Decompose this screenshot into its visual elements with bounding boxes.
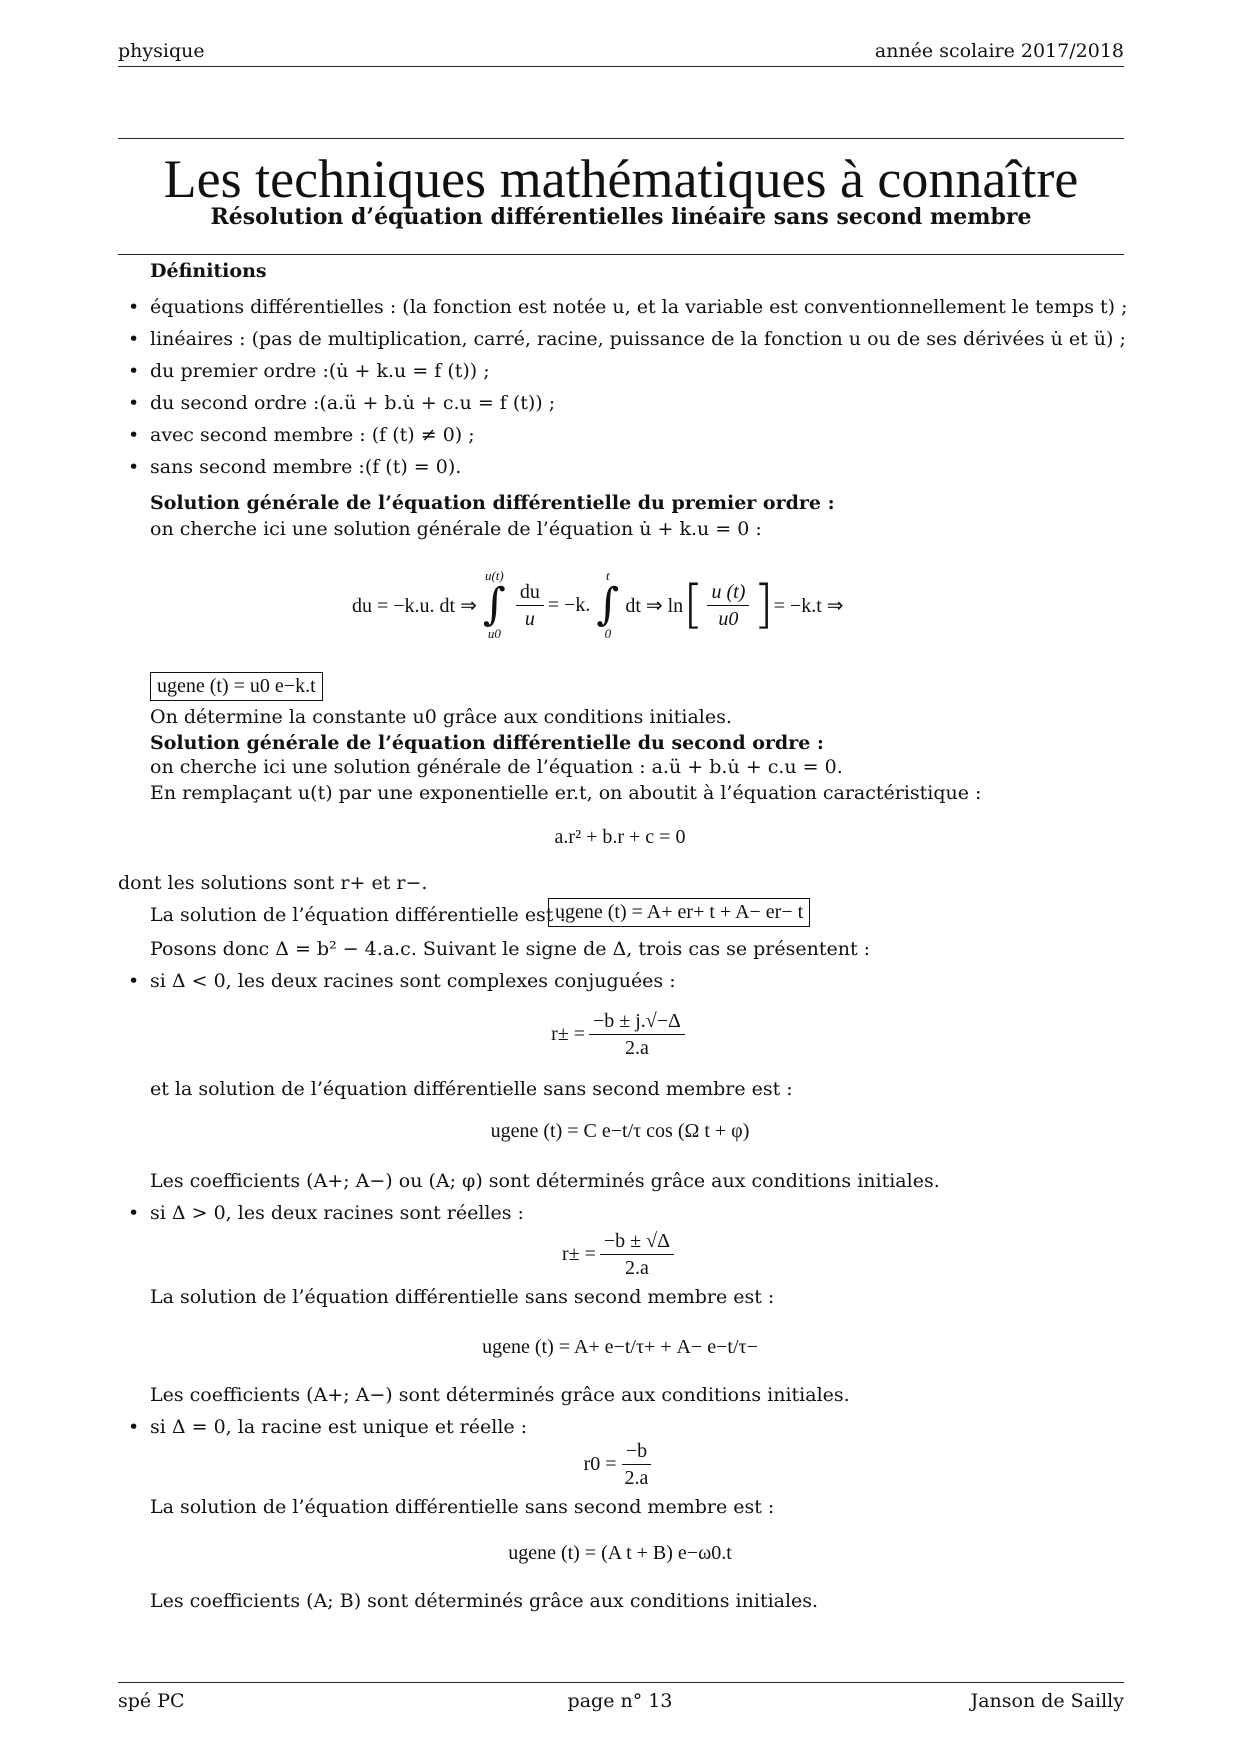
bullet-icon: • bbox=[128, 970, 140, 992]
characteristic-equation: a.r² + b.r + c = 0 bbox=[554, 826, 686, 848]
boxed-solution-first-order: ugene (t) = u0 e−k.t bbox=[150, 672, 323, 701]
bullet-icon: • bbox=[128, 1416, 140, 1438]
root-fraction bbox=[600, 1230, 674, 1279]
case-zero-coef: Les coefficients (A; B) sont déterminés grâce aux conditions initiales. bbox=[150, 1590, 819, 1612]
list-item: équations différentielles : (la fonction est notée u, et la variable est conventionnellement le temps t) ; bbox=[150, 296, 1128, 318]
case-positive-root bbox=[0, 1230, 1240, 1279]
list-item: du premier ordre :(u̇ + k.u = f (t)) ; bbox=[150, 360, 490, 382]
first-order-note: On détermine la constante u0 grâce aux conditions initiales. bbox=[150, 706, 732, 728]
integral-2-upper: t bbox=[606, 568, 610, 583]
eq-mid: = −k. bbox=[547, 593, 591, 616]
first-order-equation bbox=[352, 560, 844, 650]
footer-page-number: page n° 13 bbox=[567, 1690, 673, 1712]
root-lhs: r± = bbox=[561, 1243, 596, 1265]
case-positive-solution: ugene (t) = A+ e−t/τ+ + A− e−t/τ− bbox=[482, 1336, 758, 1358]
fraction-denominator: 2.a bbox=[625, 1257, 649, 1279]
footer-right: Janson de Sailly bbox=[970, 1690, 1124, 1712]
case-negative-sol-label: et la solution de l’équation différentielle sans second membre est : bbox=[150, 1078, 793, 1100]
fraction-numerator: du bbox=[516, 581, 544, 606]
case-negative-solution: ugene (t) = C e−t/τ cos (Ω t + φ) bbox=[490, 1120, 750, 1142]
title-rule-bottom bbox=[118, 254, 1124, 255]
case-positive-coef: Les coefficients (A+; A−) sont déterminés grâce aux conditions initiales. bbox=[150, 1384, 850, 1406]
footer-rule bbox=[118, 1682, 1124, 1683]
first-order-intro: on cherche ici une solution générale de l’équation u̇ + k.u = 0 : bbox=[150, 518, 762, 540]
case-positive-sol-label: La solution de l’équation différentielle sans second membre est : bbox=[150, 1286, 775, 1308]
fraction-numerator: −b ± √Δ bbox=[600, 1230, 674, 1255]
eq-right: = −k.t ⇒ bbox=[773, 594, 844, 617]
left-bracket: [ bbox=[683, 575, 704, 635]
list-item: linéaires : (pas de multiplication, carré, racine, puissance de la fonction u ou de ses dérivées u̇ et ü) ; bbox=[150, 328, 1126, 350]
case-negative-root bbox=[0, 1010, 1240, 1059]
root-lhs: r± = bbox=[551, 1023, 585, 1045]
second-order-replace: En remplaçant u(t) par une exponentielle er.t, on aboutit à l’équation caractéristique : bbox=[150, 782, 982, 804]
bullet-icon: • bbox=[128, 1202, 140, 1224]
solutions-text: dont les solutions sont r+ et r−. bbox=[118, 872, 428, 894]
header-rule bbox=[118, 66, 1124, 67]
fraction-numerator: −b ± j.√−Δ bbox=[589, 1010, 685, 1035]
bullet-icon: • bbox=[128, 392, 140, 414]
second-order-heading: Solution générale de l’équation différentielle du second ordre : bbox=[150, 732, 824, 754]
first-order-heading: Solution générale de l’équation différentielle du premier ordre : bbox=[150, 492, 835, 514]
integral-1-lower: u0 bbox=[487, 626, 501, 641]
bullet-icon: • bbox=[128, 296, 140, 318]
fraction-numerator: u (t) bbox=[707, 581, 749, 606]
fraction-denominator: u bbox=[524, 607, 535, 630]
fraction-u-u0 bbox=[707, 581, 749, 630]
second-order-intro: on cherche ici une solution générale de l’équation : a.ü + b.u̇ + c.u = 0. bbox=[150, 756, 843, 778]
root-fraction bbox=[589, 1010, 685, 1059]
case-negative-bullet: si Δ < 0, les deux racines sont complexes conjuguées : bbox=[150, 970, 676, 992]
fraction-du-u bbox=[516, 581, 544, 630]
fraction-numerator: −b bbox=[622, 1440, 651, 1465]
solution-label: La solution de l’équation différentielle est : bbox=[150, 904, 566, 926]
header-left: physique bbox=[118, 40, 205, 62]
fraction-denominator: u0 bbox=[718, 607, 739, 630]
list-item: sans second membre :(f (t) = 0). bbox=[150, 456, 462, 478]
case-zero-solution: ugene (t) = (A t + B) e−ω0.t bbox=[508, 1542, 732, 1564]
fraction-denominator: 2.a bbox=[624, 1467, 649, 1489]
integral-1-upper: u(t) bbox=[484, 568, 504, 583]
page-title: Les techniques mathématiques à connaître bbox=[163, 149, 1079, 209]
case-zero-root bbox=[0, 1440, 1240, 1489]
case-negative-coef: Les coefficients (A+; A−) ou (A; φ) sont déterminés grâce aux conditions initiales. bbox=[150, 1170, 940, 1192]
root-fraction bbox=[621, 1440, 653, 1489]
page-subtitle: Résolution d’équation différentielles linéaire sans second membre bbox=[210, 204, 1032, 230]
case-zero-sol-label: La solution de l’équation différentielle sans second membre est : bbox=[150, 1496, 775, 1518]
integral-2-lower: 0 bbox=[604, 626, 612, 641]
root-lhs: r0 = bbox=[583, 1453, 617, 1475]
boxed-solution-second-order: ugene (t) = A+ er+ t + A− er− t bbox=[548, 898, 810, 927]
footer-left: spé PC bbox=[118, 1690, 185, 1712]
header-right: année scolaire 2017/2018 bbox=[874, 40, 1124, 62]
bullet-icon: • bbox=[128, 328, 140, 350]
bullet-icon: • bbox=[128, 456, 140, 478]
list-item: du second ordre :(a.ü + b.u̇ + c.u = f (t)) ; bbox=[150, 392, 556, 414]
bullet-icon: • bbox=[128, 424, 140, 446]
fraction-denominator: 2.a bbox=[625, 1037, 649, 1059]
integral-2: t ∫ 0 bbox=[596, 568, 620, 641]
definitions-heading: Définitions bbox=[150, 260, 267, 282]
case-positive-bullet: si Δ > 0, les deux racines sont réelles : bbox=[150, 1202, 524, 1224]
eq-left: du = −k.u. dt ⇒ bbox=[352, 594, 477, 617]
case-zero-bullet: si Δ = 0, la racine est unique et réelle : bbox=[150, 1416, 528, 1438]
eq-mid2: dt ⇒ ln bbox=[625, 594, 684, 617]
delta-text: Posons donc Δ = b² − 4.a.c. Suivant le signe de Δ, trois cas se présentent : bbox=[150, 938, 871, 960]
list-item: avec second membre : (f (t) ≠ 0) ; bbox=[150, 424, 475, 446]
title-rule-top bbox=[118, 138, 1124, 139]
bullet-icon: • bbox=[128, 360, 140, 382]
right-bracket: ] bbox=[753, 575, 774, 635]
integral-1: u(t) ∫ u0 bbox=[482, 568, 506, 641]
